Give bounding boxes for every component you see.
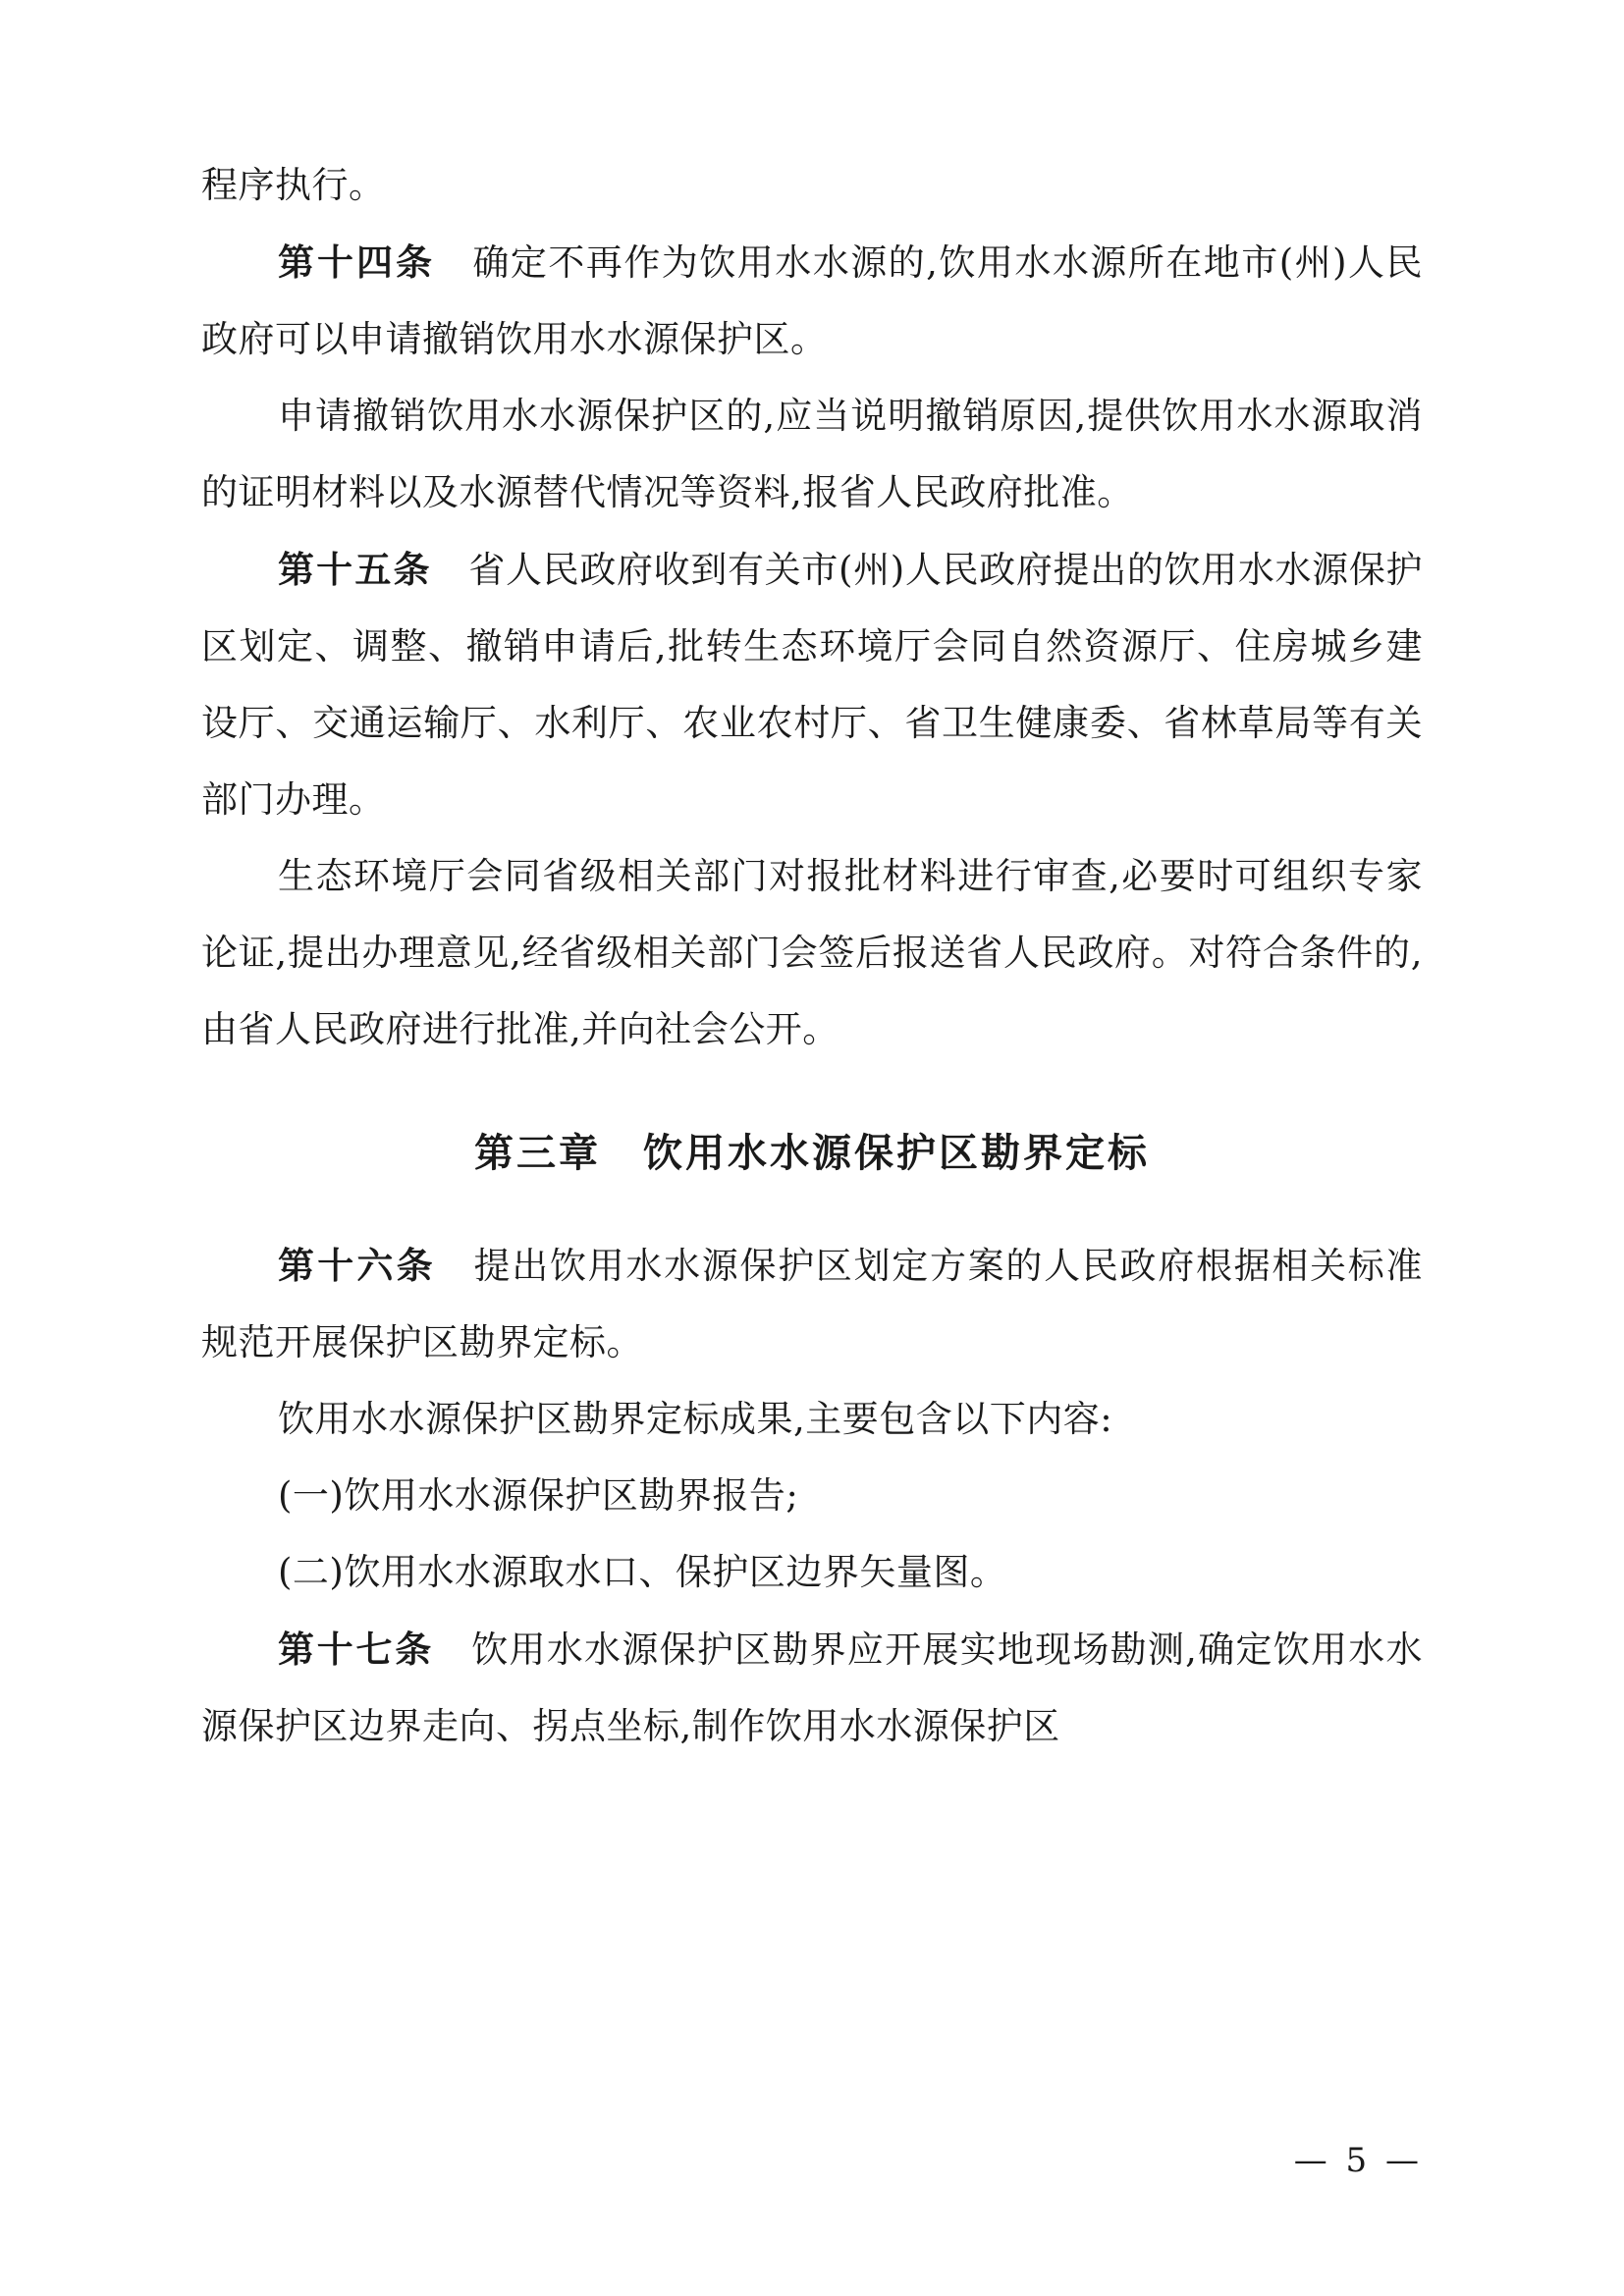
article-15: [201, 531, 1423, 838]
paragraph-text: 程序执行。: [201, 164, 386, 206]
chapter-3-heading: 第三章 饮用水水源保护区勘界定标: [474, 1130, 1150, 1176]
article-15-text: 省人民政府收到有关市(州)人民政府提出的饮用水水源保护区划定、调整、撤销申请后,批转生态环境厅会同自然资源厅、住房城乡建设厅、交通运输厅、水利厅、农业农村厅、省卫生健康委、省林草局等有关部门办理。: [201, 549, 1424, 821]
paragraph-text: (一)饮用水水源保护区勘界报告;: [278, 1474, 799, 1517]
article-17-text: 饮用水水源保护区勘界应开展实地现场勘测,确定饮用水水源保护区边界走向、拐点坐标,制作饮用水水源保护区: [201, 1629, 1423, 1747]
paragraph-text: 生态环境厅会同省级相关部门对报批材料进行审查,必要时可组织专家论证,提出办理意见,经省级相关部门会签后报送省人民政府。对符合条件的,由省人民政府进行批准,并向社会公开。: [201, 855, 1423, 1050]
article-15-paragraph-2: [201, 838, 1423, 1068]
paragraph-text: 申请撤销饮用水水源保护区的,应当说明撤销原因,提供饮用水水源取消的证明材料以及水源替代情况等资料,报省人民政府批准。: [201, 395, 1423, 513]
article-16-item-1: [201, 1458, 1423, 1534]
article-14: [201, 224, 1423, 378]
paragraph-text: (二)饮用水水源取水口、保护区边界矢量图。: [278, 1551, 1007, 1593]
article-16: [201, 1227, 1423, 1381]
document-body: [201, 147, 1423, 1765]
article-14-label: 第十四条: [278, 240, 435, 284]
article-14-text: 确定不再作为饮用水水源的,饮用水水源所在地市(州)人民政府可以申请撤销饮用水水源保护区。: [201, 241, 1423, 360]
article-16-paragraph-2: [201, 1381, 1423, 1458]
page-number: — 5 —: [1293, 2141, 1423, 2180]
article-15-label: 第十五条: [278, 548, 432, 591]
article-17-label: 第十七条: [278, 1628, 435, 1671]
article-14-paragraph-2: [201, 378, 1423, 531]
paragraph-continuation: [201, 147, 1423, 224]
article-17: [201, 1611, 1423, 1765]
article-16-label: 第十六条: [278, 1244, 436, 1287]
article-16-text: 提出饮用水水源保护区划定方案的人民政府根据相关标准规范开展保护区勘界定标。: [201, 1245, 1423, 1363]
article-16-item-2: [201, 1534, 1423, 1611]
paragraph-text: 饮用水水源保护区勘界定标成果,主要包含以下内容:: [278, 1398, 1113, 1440]
